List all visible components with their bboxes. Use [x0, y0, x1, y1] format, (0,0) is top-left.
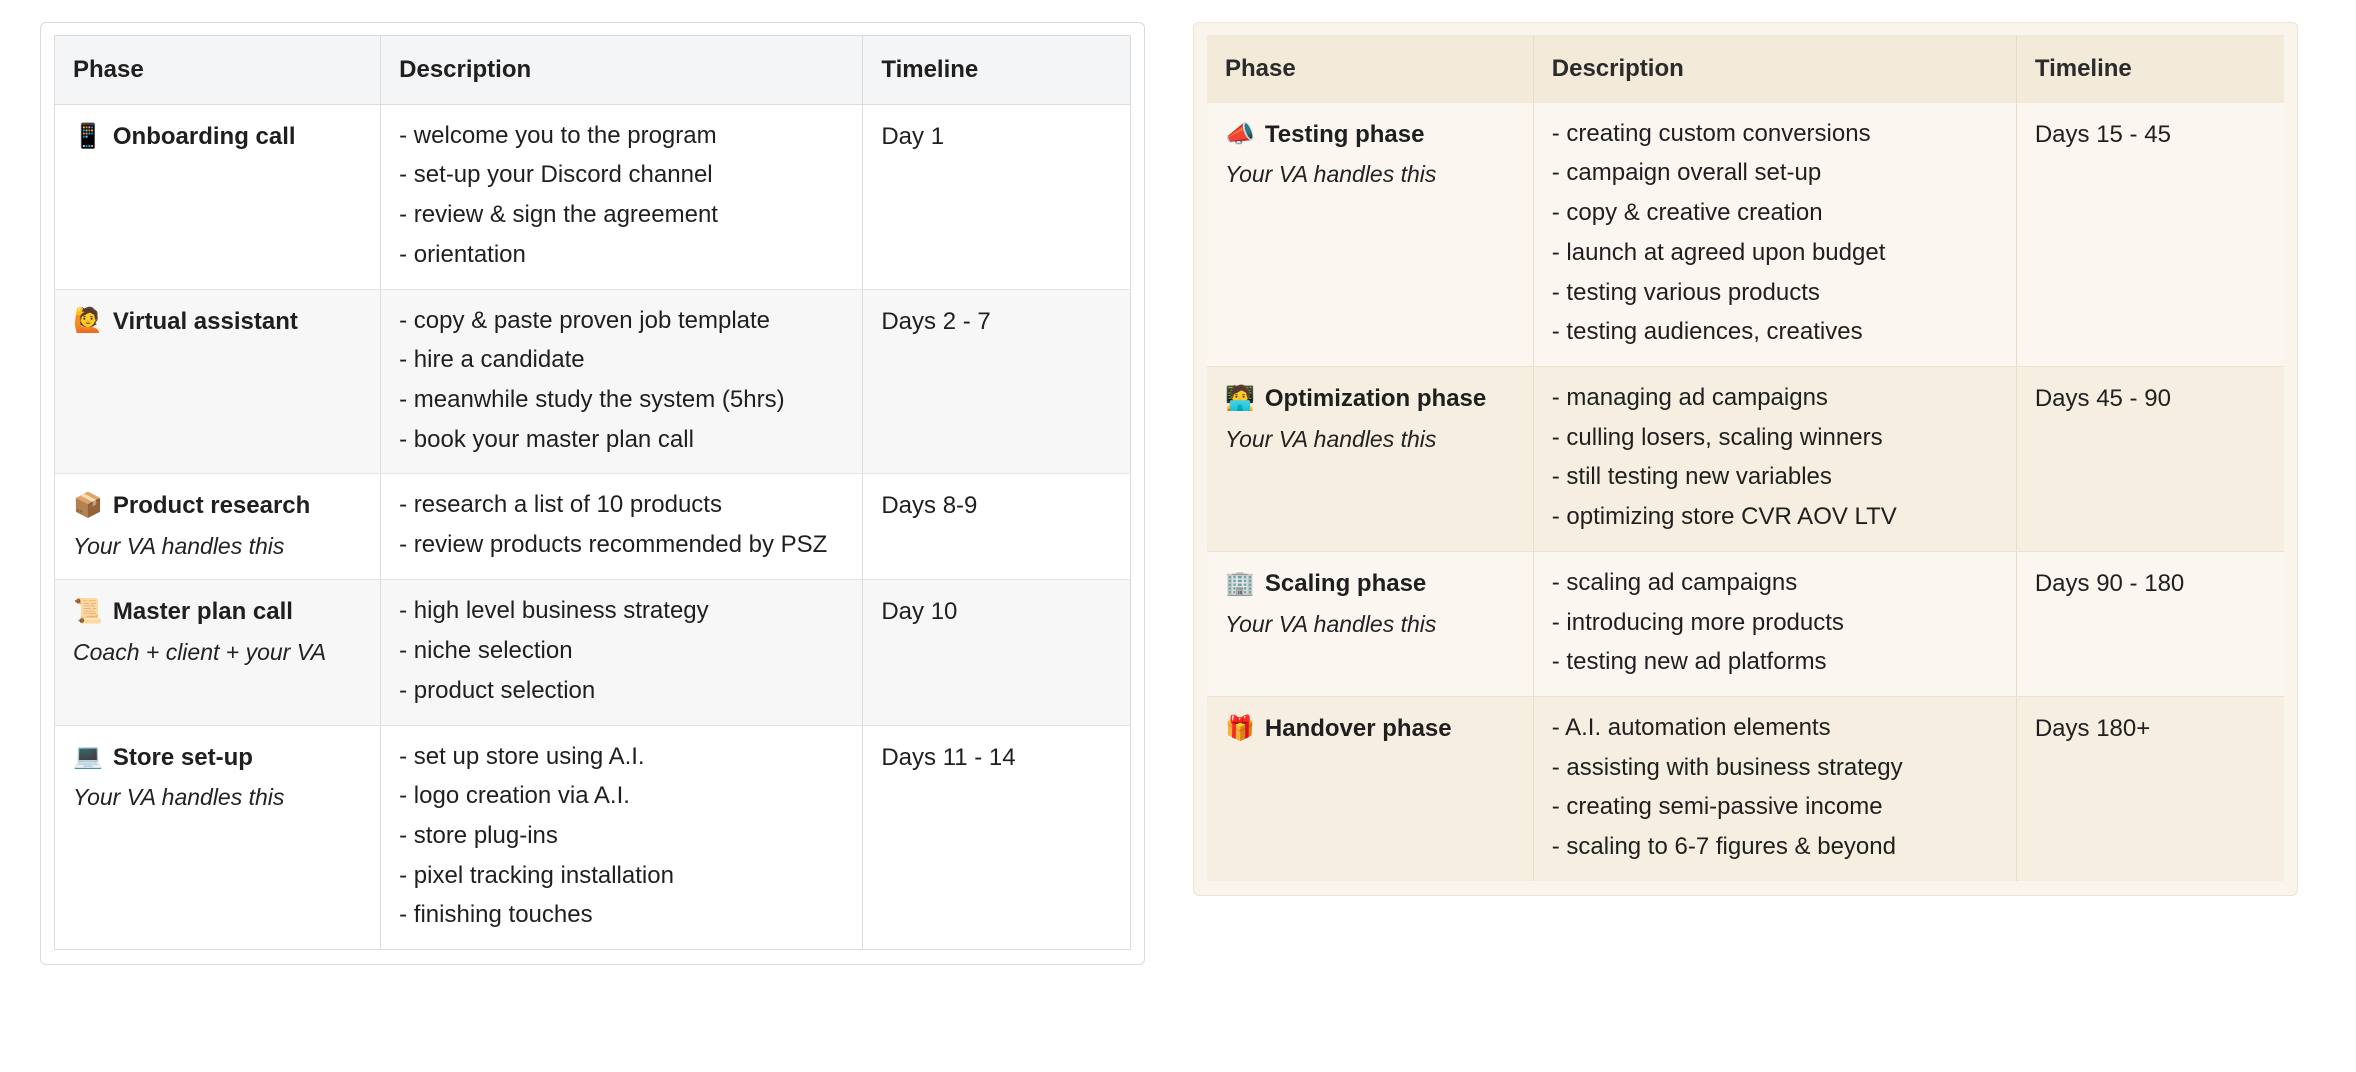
description-cell [381, 580, 863, 725]
phase-title [73, 596, 362, 628]
phase-title [73, 306, 362, 338]
phase-note: Your VA handles this [73, 533, 285, 560]
table-body [1207, 103, 2284, 881]
timeline-cell: Days 11 - 14 [863, 725, 1131, 950]
mobile-phone-icon: 📱 [73, 122, 103, 150]
timeline-cell: Days 8-9 [863, 474, 1131, 580]
list-item: - optimizing store CVR AOV LTV [1551, 503, 1897, 531]
list-item: - review & sign the agreement [399, 201, 718, 229]
table-row [55, 580, 1131, 725]
list-item: - testing new ad platforms [1551, 648, 1827, 676]
office-building-icon: 🏢 [1225, 569, 1255, 597]
table-header [1207, 35, 2284, 103]
package-icon: 📦 [73, 492, 103, 520]
column-header-phase: Phase [1207, 35, 1533, 103]
onboarding-phases-panel [40, 22, 1145, 965]
bullet-list [399, 490, 844, 560]
phase-label: Optimization phase [1264, 384, 1487, 412]
phase-cell [55, 474, 381, 580]
description-cell [381, 104, 863, 289]
bullet-list [399, 306, 844, 456]
bullet-list [399, 742, 844, 932]
timeline-cell: Days 15 - 45 [2016, 103, 2284, 367]
timeline-cell: Days 2 - 7 [863, 289, 1131, 474]
list-item: - scaling ad campaigns [1551, 568, 1798, 596]
table-header-row [1207, 35, 2284, 103]
list-item: - campaign overall set-up [1551, 159, 1822, 187]
phase-title [1225, 383, 1515, 415]
phase-note: Coach + client + your VA [73, 639, 327, 666]
list-item: - book your master plan call [399, 425, 694, 453]
phase-title [1225, 119, 1515, 151]
description-cell [1533, 551, 2016, 696]
timeline-cell: Days 45 - 90 [2016, 366, 2284, 551]
list-item: - launch at agreed upon budget [1551, 238, 1886, 266]
phase-cell [55, 289, 381, 474]
timeline-cell: Day 1 [863, 104, 1131, 289]
description-cell [381, 474, 863, 580]
table-row [1207, 697, 2284, 881]
phase-label: Handover phase [1264, 715, 1452, 743]
bullet-list [1552, 383, 1998, 533]
phase-note: Your VA handles this [1225, 425, 1437, 452]
raising-hand-icon: 🙋 [73, 307, 103, 335]
table-row [55, 725, 1131, 950]
list-item: - welcome you to the program [399, 121, 717, 149]
list-item: - meanwhile study the system (5hrs) [399, 385, 785, 413]
phase-label: Store set-up [112, 743, 253, 771]
timeline-cell: Day 10 [863, 580, 1131, 725]
list-item: - copy & creative creation [1551, 199, 1823, 227]
phase-title [73, 490, 362, 522]
table-row [55, 289, 1131, 474]
table-row [55, 474, 1131, 580]
table-row [55, 104, 1131, 289]
list-item: - review products recommended by PSZ [399, 531, 828, 559]
bullet-list [399, 121, 844, 271]
column-header-description: Description [1533, 35, 2016, 103]
growth-phases-panel [1193, 22, 2298, 896]
phase-note: Your VA handles this [1225, 610, 1437, 637]
phase-note: Your VA handles this [1225, 161, 1437, 188]
list-item: - high level business strategy [399, 597, 709, 625]
description-cell [1533, 697, 2016, 881]
list-item: - set-up your Discord channel [399, 161, 713, 189]
megaphone-icon: 📣 [1225, 120, 1255, 148]
technologist-icon: 🧑‍💻 [1225, 384, 1255, 412]
phase-cell [55, 104, 381, 289]
phase-label: Testing phase [1264, 120, 1425, 148]
phase-cell [55, 580, 381, 725]
list-item: - testing various products [1551, 278, 1820, 306]
list-item: - introducing more products [1551, 608, 1844, 636]
column-header-description: Description [381, 36, 863, 105]
timeline-cell: Days 90 - 180 [2016, 551, 2284, 696]
description-cell [1533, 103, 2016, 367]
list-item: - managing ad campaigns [1551, 383, 1828, 411]
list-item: - finishing touches [399, 901, 593, 929]
phase-cell [1207, 697, 1533, 881]
list-item: - niche selection [399, 637, 573, 665]
phase-note: Your VA handles this [73, 784, 285, 811]
list-item: - assisting with business strategy [1551, 753, 1903, 781]
phase-cell [1207, 103, 1533, 367]
phase-label: Scaling phase [1264, 569, 1427, 597]
table-row [1207, 366, 2284, 551]
bullet-list [399, 596, 844, 706]
list-item: - creating semi-passive income [1551, 793, 1883, 821]
laptop-icon: 💻 [73, 743, 103, 771]
table-body [55, 104, 1131, 950]
bullet-list [1552, 568, 1998, 678]
phase-label: Product research [112, 492, 311, 520]
list-item: - pixel tracking installation [399, 861, 674, 889]
list-item: - creating custom conversions [1551, 119, 1871, 147]
list-item: - hire a candidate [399, 346, 585, 374]
timeline-cell: Days 180+ [2016, 697, 2284, 881]
list-item: - culling losers, scaling winners [1551, 423, 1883, 451]
phase-cell [1207, 551, 1533, 696]
list-item: - logo creation via A.I. [399, 782, 630, 810]
onboarding-phases-table [54, 35, 1131, 950]
list-item: - product selection [399, 676, 596, 704]
description-cell [381, 725, 863, 950]
table-header-row [55, 36, 1131, 105]
list-item: - still testing new variables [1551, 463, 1832, 491]
phase-label: Onboarding call [112, 122, 296, 150]
description-cell [1533, 366, 2016, 551]
table-header [55, 36, 1131, 105]
gift-icon: 🎁 [1225, 714, 1255, 742]
phase-title [1225, 713, 1515, 745]
list-item: - scaling to 6-7 figures & beyond [1551, 833, 1896, 861]
phase-label: Virtual assistant [112, 307, 298, 335]
list-item: - orientation [399, 240, 526, 268]
list-item: - copy & paste proven job template [399, 306, 771, 334]
phase-title [73, 742, 362, 774]
bullet-list [1552, 713, 1998, 863]
list-item: - research a list of 10 products [399, 491, 722, 519]
growth-phases-table [1207, 35, 2284, 881]
list-item: - A.I. automation elements [1551, 714, 1831, 742]
table-row [1207, 551, 2284, 696]
phase-cell [55, 725, 381, 950]
list-item: - set up store using A.I. [399, 742, 645, 770]
list-item: - store plug-ins [399, 822, 558, 850]
description-cell [381, 289, 863, 474]
column-header-phase: Phase [55, 36, 381, 105]
column-header-timeline: Timeline [863, 36, 1131, 105]
column-header-timeline: Timeline [2016, 35, 2284, 103]
list-item: - testing audiences, creatives [1551, 318, 1863, 346]
scroll-icon: 📜 [73, 598, 103, 626]
phase-title [73, 121, 362, 153]
table-row [1207, 103, 2284, 367]
phase-cell [1207, 366, 1533, 551]
phase-label: Master plan call [112, 598, 293, 626]
bullet-list [1552, 119, 1998, 348]
phase-title [1225, 568, 1515, 600]
